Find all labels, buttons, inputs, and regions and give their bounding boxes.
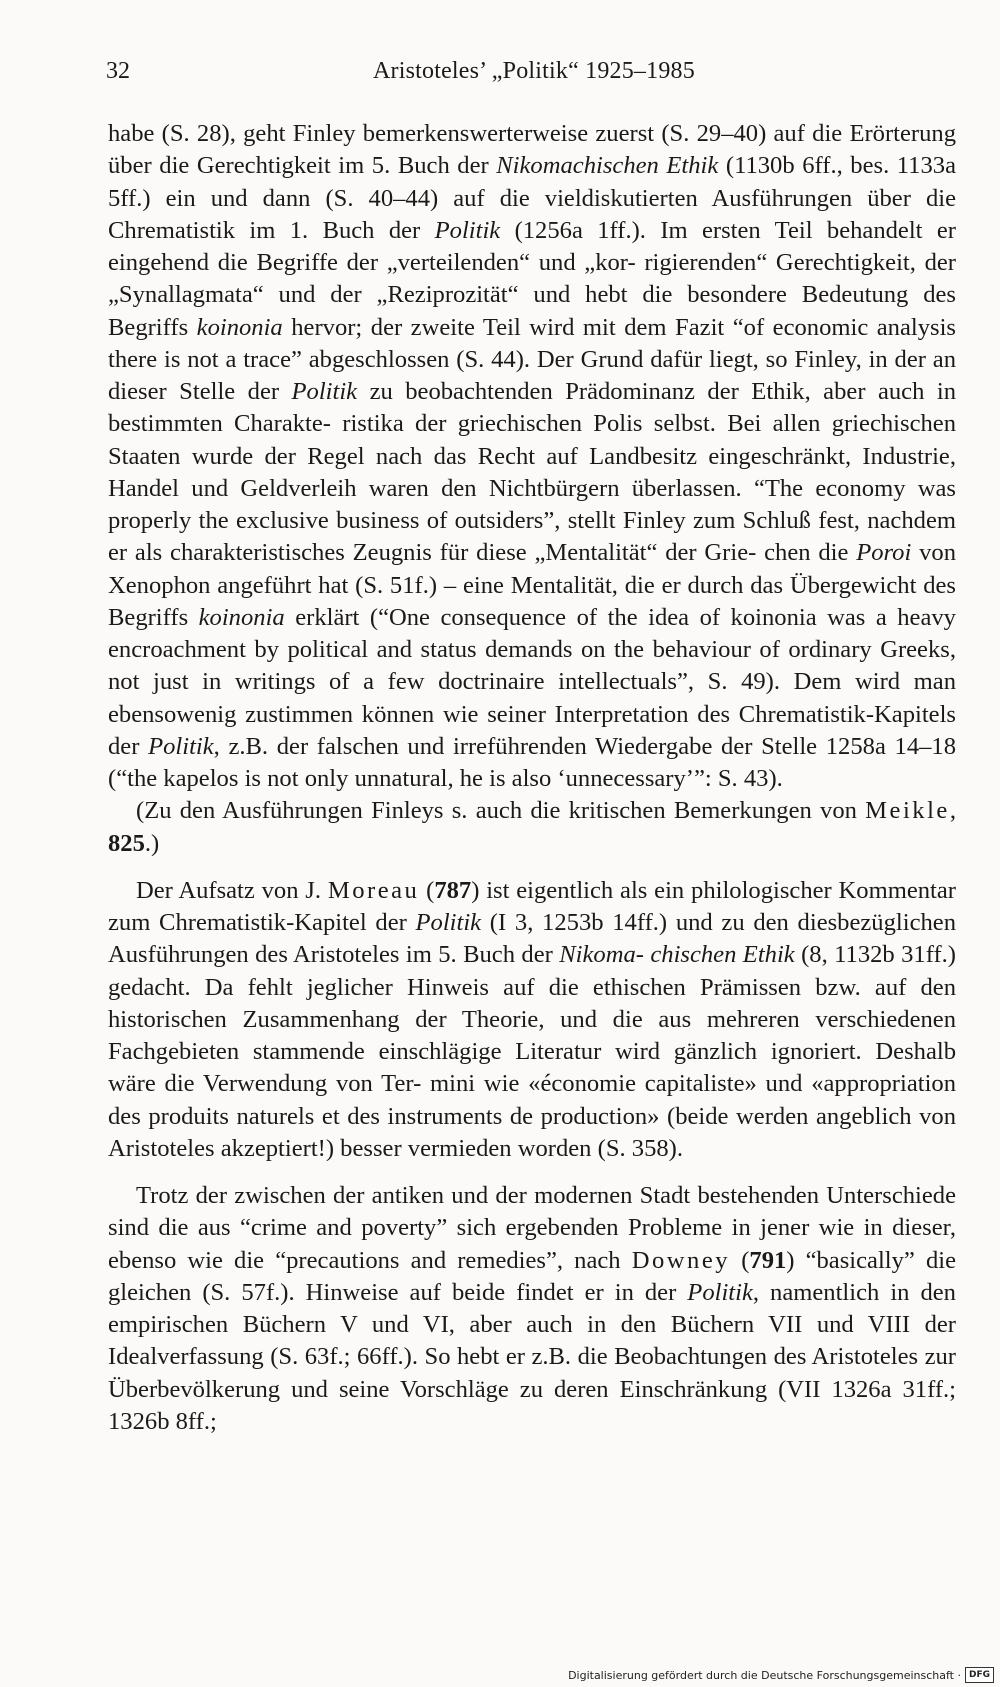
text-run: erklärt (“One consequence of the idea of koinonia was a heavy encroachment by political and status demands on the behaviour of ordinary Greeks, not just in writings of a few doctrinaire intellectuals”, S. 49). Dem wird man ebensowenig zustimmen können wie seiner Interpretation des Chrematistik-Kapitels der	[108, 603, 956, 760]
text-run: habe (S. 28), geht Finley bemerkenswerterweise zuerst (S. 29–40) auf die Erörterung über die Gerechtigkeit im 5. Buch der	[108, 120, 956, 180]
text-run: Nikoma- chischen Ethik	[559, 941, 795, 969]
text-run: koinonia	[198, 603, 285, 631]
text-run: (1256a 1ff.). Im ersten Teil behandelt er eingehend die Begriffe der „verteilenden“ und „kor- rigierenden“ Gerechtigkeit, der „Synallagmata“ und der „Reziprozität“ und hebt die besondere Bedeutung des Begriffs	[108, 216, 956, 341]
text-run: von Xenophon angeführt hat (S. 51f.) – eine Mentalität, die er durch das Übergewicht des Begriffs	[108, 539, 956, 631]
text-run: Trotz der zwischen der antiken und der modernen Stadt bestehenden Unterschiede sind die aus “crime and poverty” sich ergebenden Probleme in jener wie in dieser, ebenso wie die “precautions and remedies”, nach	[108, 1182, 956, 1274]
text-run: 787	[434, 876, 472, 904]
body-text	[108, 118, 956, 1438]
paragraph-p4	[108, 1180, 956, 1438]
text-run: hervor; der zweite Teil wird mit dem Fazit “of economic analysis there is not a trace” abgeschlossen (S. 44). Der Grund dafür liegt, so Finley, in der an dieser Stelle der	[108, 313, 956, 405]
text-run: (	[419, 876, 435, 904]
text-run: Politik	[148, 732, 214, 760]
text-run: (	[730, 1246, 750, 1274]
paragraph-p1	[108, 118, 956, 795]
footer-credit	[568, 1667, 994, 1683]
text-run: Poroi	[856, 539, 912, 567]
footer-credit-text: Digitalisierung gefördert durch die Deutsche Forschungsgemeinschaft ·	[568, 1668, 961, 1682]
text-run: Politik	[687, 1278, 753, 1306]
running-head	[106, 58, 952, 92]
text-run: Meikle	[865, 797, 950, 825]
page-number: 32	[106, 58, 130, 84]
text-run: Downey	[631, 1246, 731, 1274]
text-run: 825	[108, 829, 145, 857]
running-title: Aristoteles’ „Politik“ 1925–1985	[373, 58, 695, 84]
text-run: .)	[144, 829, 160, 857]
text-run: Politik	[291, 378, 358, 405]
paragraph-p2	[108, 795, 956, 860]
text-run: ) “basically” die gleichen (S. 57f.). Hinweise auf beide findet er in der	[108, 1246, 956, 1306]
text-run: (1130b 6ff., bes. 1133a 5ff.) ein und dann (S. 40–44) auf die vieldiskutierten Ausführungen über die Chrematistik im 1. Buch der	[108, 152, 956, 244]
text-run: , z.B. der falschen und irreführenden Wiedergabe der Stelle 1258a 14–18 (“the kapelos is not only unnatural, he is also ‘unnecessary’”: S. 43).	[108, 732, 957, 792]
text-run: Moreau	[327, 876, 420, 904]
text-run: , namentlich in den empirischen Büchern V und VI, aber auch in den Büchern VII und VIII der Idealverfassung (S. 63f.; 66ff.). So hebt er z.B. die Beobachtungen des Aristoteles zur Überbevölkerung und seine Vorschläge zu deren Einschränkung (VII 1326a 31ff.; 1326b 8ff.;	[108, 1278, 956, 1435]
dfg-logo: DFG	[965, 1667, 994, 1683]
text-run: Politik	[415, 909, 482, 936]
text-run: 791	[749, 1246, 787, 1274]
text-run: koinonia	[196, 313, 283, 341]
text-run: Der Aufsatz von J.	[136, 876, 328, 904]
text-run: (8, 1132b 31ff.) gedacht. Da fehlt jeglicher Hinweis auf die ethischen Prämissen bzw. auf den historischen Zusammenhang der Theorie, und die aus mehreren verschiedenen Fachgebieten stammende einschlägige Literatur wird gänzlich ignoriert. Deshalb wäre die Verwendung von Ter- mini wie «économie capitaliste» und «appropriation des produits naturels et des instruments de production» (beide werden angeblich von Aristoteles akzeptiert!) besser vermieden worden (S. 358).	[108, 941, 956, 1162]
text-run: ) ist eigentlich als ein philologischer Kommentar zum Chrematistik-Kapitel der	[108, 876, 957, 936]
text-run: (I 3, 1253b 14ff.) und zu den diesbezüglichen Ausführungen des Aristoteles im 5. Buch der	[108, 909, 956, 969]
text-run: Nikomachischen Ethik	[496, 152, 719, 180]
text-run: ,	[949, 797, 956, 825]
text-run: Politik	[434, 216, 501, 244]
text-run: zu beobachtenden Prädominanz der Ethik, aber auch in bestimmten Charakte- ristika der griechischen Polis selbst. Bei allen griechischen Staaten wurde der Regel nach das Recht auf Landbesitz eingeschränkt, Industrie, Handel und Geldverleih waren den Nichtbürgern überlassen. “The economy was properly the exclusive business of outsiders”, stellt Finley zum Schluß fest, nachdem er als charakteristisches Zeugnis für diese „Mentalität“ der Grie- chen die	[108, 378, 956, 567]
paragraph-p3	[108, 875, 956, 1165]
text-run: (Zu den Ausführungen Finleys s. auch die kritischen Bemerkungen von	[136, 797, 866, 825]
